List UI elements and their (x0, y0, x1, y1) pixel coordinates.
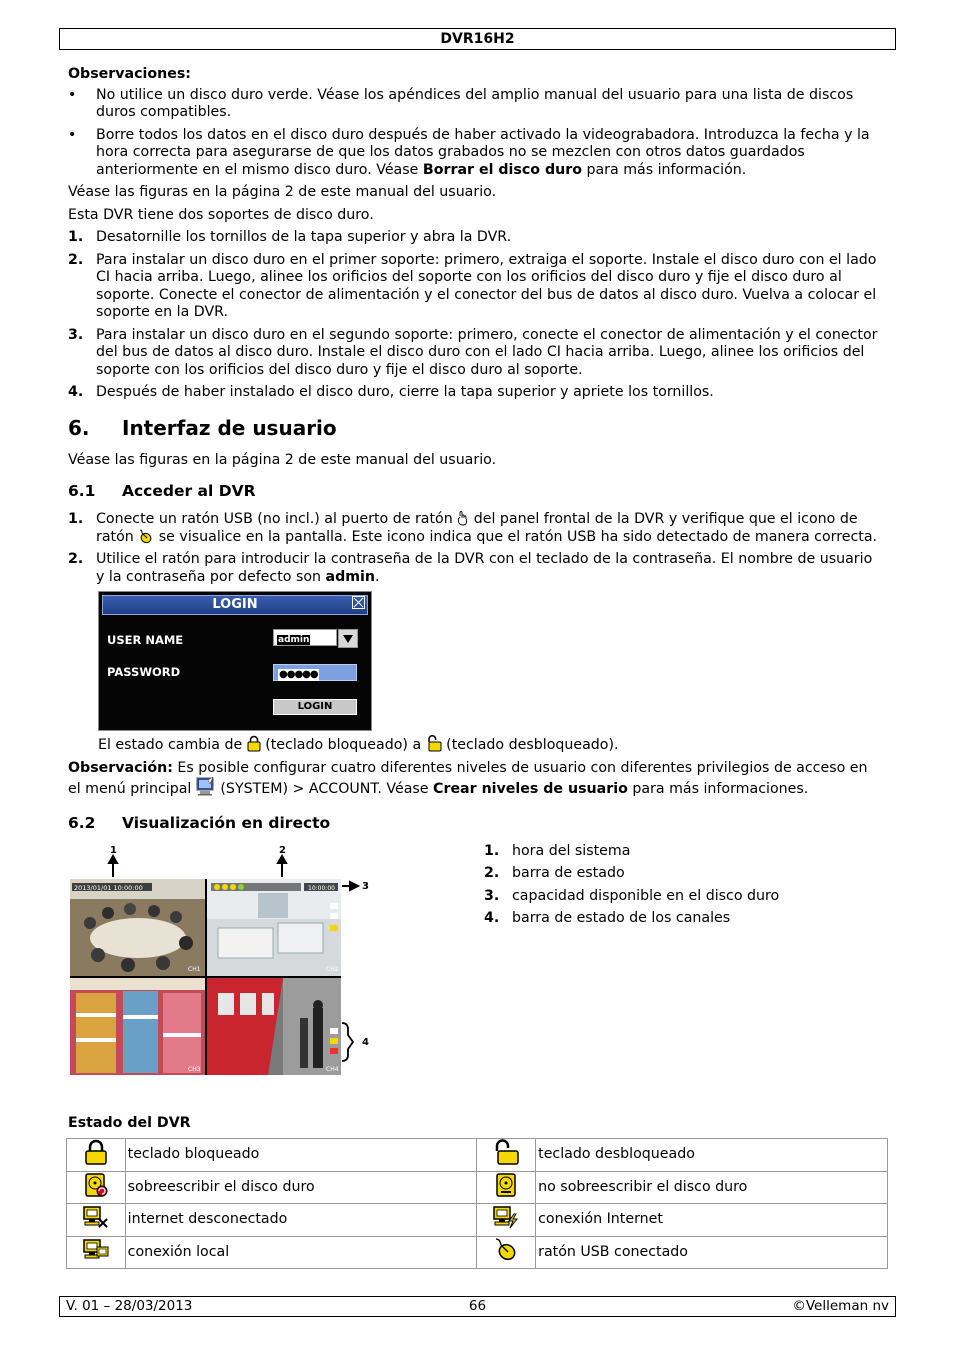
channel-label: CH3 (188, 1065, 201, 1073)
observations-list (68, 87, 884, 180)
list-item: 2. Utilice el ratón para introducir la contraseña de la DVR con el teclado de la contraseña. El nombre de usuario y la contraseña por defecto son admin. (68, 551, 873, 585)
padlock-unlocked-icon (492, 1139, 520, 1165)
internet-connected-icon (492, 1204, 520, 1230)
callout-3: 3 (362, 880, 369, 892)
observations-title: Observaciones: (68, 66, 191, 82)
live-view-section (68, 843, 884, 1091)
table-row: internet desconectado conexión Internet (67, 1204, 888, 1237)
user-name-field[interactable]: admin (273, 629, 337, 646)
user-name-label: USER NAME (107, 633, 184, 647)
paragraph: Véase las figuras en la página 2 de este manual del usuario. (68, 451, 497, 468)
live-view-image (68, 843, 378, 1091)
chevron-down-icon[interactable] (338, 629, 358, 648)
callout-4: 4 (362, 1036, 369, 1048)
status-title: Estado del DVR (68, 1114, 191, 1131)
list-item: 4. barra de estado de los canales (484, 910, 731, 926)
table-row: teclado bloqueado teclado desbloqueado (67, 1139, 888, 1172)
list-item: 1. hora del sistema (484, 842, 631, 859)
table-row: sobreescribir el disco duro no sobreescribir el disco duro (67, 1171, 888, 1204)
login-dialog (98, 591, 372, 731)
channel-label: CH1 (188, 965, 201, 973)
document-header (59, 28, 896, 50)
list-item: 1. Desatornille los tornillos de la tapa superior y abra la DVR. (68, 229, 512, 245)
padlock-locked-icon (247, 735, 261, 752)
login-steps (68, 511, 884, 586)
list-item: 4. Después de haber instalado el disco duro, cierre la tapa superior y apriete los tornillos. (68, 384, 714, 400)
time-overlay: 10:00:00 (308, 884, 335, 892)
subsection-heading: 6.2 Visualización en directo (68, 813, 331, 832)
note-paragraph: Observación: Es posible configurar cuatro diferentes niveles de usuario con diferentes privilegios de acceso en el menú principal (SYSTEM) > ACCOUNT. Véase Crear niveles de usuario para más informaciones. (68, 759, 868, 797)
list-item: • No utilice un disco duro verde. Véase los apéndices del amplio manual del usuario para una lista de discos duros compatibles. (68, 87, 884, 122)
list-item: 3. Para instalar un disco duro en el segundo soporte: primero, conecte el conector de alimentación y el conector del bus de datos al disco duro. Instale el disco duro con el lado CI hacia arriba. Luego, alinee los orificios del soporte con los orificios del disco duro y fije el disco duro al soporte. (68, 326, 878, 378)
hdd-overwrite-icon (83, 1172, 109, 1198)
list-item: 2. barra de estado (484, 865, 625, 881)
hdd-icon (494, 1172, 518, 1198)
network-disconnected-icon (82, 1204, 110, 1230)
install-steps (68, 229, 884, 402)
close-icon[interactable] (352, 596, 365, 609)
table-row: conexión local ratón USB conectado (67, 1236, 888, 1269)
model-title: DVR16H2 (440, 31, 515, 47)
subsection-heading: 6.1 Acceder al DVR (68, 482, 256, 500)
paragraph: Véase las figuras en la página 2 de este manual del usuario. (68, 184, 497, 200)
list-item: 2. Para instalar un disco duro en el primer soporte: primero, extraiga el soporte. Instale el disco duro con el lado CI hacia arriba. Luego, alinee los orificios del soporte con los orificios del disco duro y fije el disco duro al soporte. Conecte el conector de alimentación y el conector del bus de datos al disco duro. Vuelva a colocar el soporte en la DVR. (68, 251, 877, 320)
document-footer (59, 1296, 896, 1317)
channel-label: CH2 (326, 965, 339, 973)
callout-2: 2 (279, 844, 286, 856)
mouse-icon (138, 529, 154, 544)
login-button[interactable]: LOGIN (273, 699, 357, 715)
section-heading: 6. Interfaz de usuario (68, 415, 337, 440)
version-label: V. 01 – 28/03/2013 (66, 1298, 193, 1314)
page-number: 66 (468, 1298, 487, 1314)
copyright-label: ©Velleman nv (792, 1298, 889, 1314)
list-item: • Borre todos los datos en el disco duro después de haber activado la videograbadora. Introduzca la fecha y la hora correcta para asegurarse de que los datos grabados no se mezclen con otros datos guardados anteriormente en el mismo disco duro. Véase Borrar el disco duro para más información. (68, 127, 884, 180)
page-content (68, 66, 884, 1269)
mouse-port-icon (457, 511, 469, 526)
password-label: PASSWORD (107, 665, 181, 679)
channel-label: CH4 (326, 1065, 339, 1073)
status-table (66, 1138, 888, 1269)
mouse-icon (492, 1237, 520, 1263)
system-time-overlay: 2013/01/01 10:00:00 (74, 883, 143, 892)
password-field[interactable]: ●●●●● (273, 664, 357, 681)
system-monitor-icon (196, 777, 216, 796)
padlock-unlocked-icon (426, 735, 442, 752)
paragraph: Esta DVR tiene dos soportes de disco duro. (68, 206, 374, 223)
padlock-locked-icon (83, 1139, 109, 1165)
list-item: 1. Conecte un ratón USB (no incl.) al puerto de ratón del panel frontal de la DVR y verifique que el icono de ratón se visualice en la pantalla. Este icono indica que el ratón USB ha sido detectado de manera correcta. (68, 511, 878, 545)
login-title-bar: LOGIN (102, 595, 368, 615)
callout-1: 1 (110, 844, 117, 856)
state-paragraph: El estado cambia de (teclado bloqueado) a (teclado desbloqueado). (98, 737, 619, 753)
list-item: 3. capacidad disponible en el disco duro (484, 887, 780, 904)
local-network-icon (82, 1237, 110, 1263)
live-view-legend (484, 843, 884, 933)
